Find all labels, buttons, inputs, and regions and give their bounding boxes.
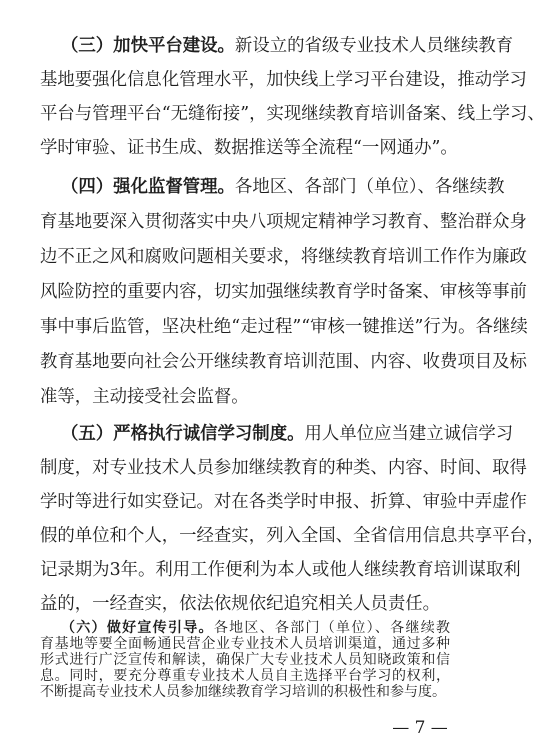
paragraph-line: 事中事后监管，坚决杜绝“走过程”“审核一键推送”行为。各继续 xyxy=(40,317,528,337)
paragraph-line xyxy=(61,171,505,203)
section-heading: （四）强化监督管理。 xyxy=(61,177,235,197)
paragraph-line xyxy=(61,418,514,450)
paragraph-text: 新设立的省级专业技术人员继续教育 xyxy=(234,36,514,56)
paragraph-line: 学时审验、证书生成、数据推送等全流程“一网通办”。 xyxy=(40,138,458,158)
section-heading: （三）加快平台建设。 xyxy=(61,36,235,56)
paragraph-line: 益的，一经查实，依法依规依纪追究相关人员责任。 xyxy=(40,594,440,614)
paragraph-line: 息。同时，要充分尊重专业技术人员自主选择平台学习的权利， xyxy=(40,668,450,684)
paragraph-line: 准等，主动接受社会监督。 xyxy=(40,387,249,407)
paragraph-line: 学时等进行如实登记。对在各类学时申报、折算、审验中弄虚作 xyxy=(40,492,527,512)
paragraph-line: 育基地要深入贯彻落实中央八项规定精神学习教育、整治群众身 xyxy=(40,212,527,232)
paragraph-line: 边不正之风和腐败问题相关要求，将继续教育培训工作作为廉政 xyxy=(40,247,527,267)
paragraph-line: 不断提高专业技术人员参加继续教育学习培训的积极性和参与度。 xyxy=(40,684,446,700)
paragraph-line: 平台与管理平台“无缝衔接”，实现继续教育培训备案、线上学习、 xyxy=(40,104,545,124)
paragraph-line: 制度，对专业技术人员参加继续教育的种类、内容、时间、取得 xyxy=(40,458,527,478)
paragraph-line: 风险防控的重要内容，切实加强继续教育学时备案、审核等事前 xyxy=(40,282,527,302)
section-heading: （六）做好宣传引导。 xyxy=(61,620,214,636)
paragraph-line: 基地要强化信息化管理水平，加快线上学习平台建设，推动学习 xyxy=(40,70,527,90)
paragraph-line xyxy=(61,30,514,62)
paragraph-text: 各地区、各部门（单位）、各继续教 xyxy=(234,177,505,197)
paragraph-line: 形式进行广泛宣传和解读，确保广大专业技术人员知晓政策和信 xyxy=(40,652,450,668)
paragraph-line xyxy=(61,620,450,636)
paragraph-line: 育基地等要全面畅通民营企业专业技术人员培训渠道，通过多种 xyxy=(40,636,450,652)
paragraph-line: 教育基地要向社会公开继续教育培训范围、内容、收费项目及标 xyxy=(40,352,527,372)
page-number: — 7 — xyxy=(392,718,448,738)
paragraph-text: 各地区、各部门（单位）、各继续教 xyxy=(213,620,451,636)
paragraph-line: 假的单位和个人，一经查实，列入全国、全省信用信息共享平台， xyxy=(40,526,545,546)
section-heading: （五）严格执行诚信学习制度。 xyxy=(61,424,305,444)
paragraph-text: 用人单位应当建立诚信学习 xyxy=(304,424,514,444)
paragraph-line: 记录期为3年。利用工作便利为本人或他人继续教育培训谋取利 xyxy=(40,560,521,580)
